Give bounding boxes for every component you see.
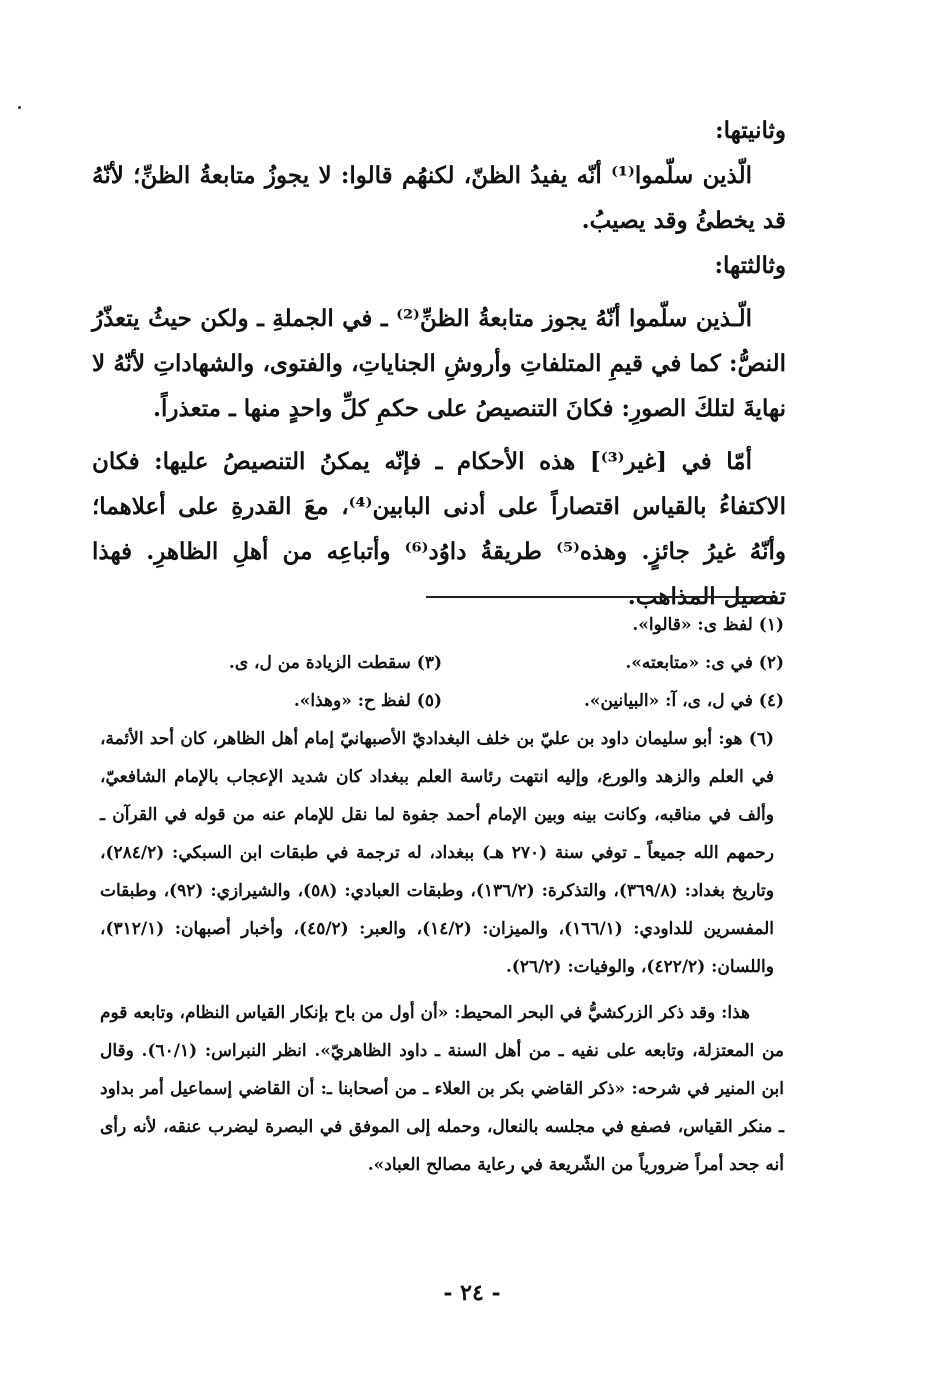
paragraph-third-view: الّـذين سلّموا أنّهُ يجوز متابعةُ الظنِّ⁽²⁾ ـ في الجملةِ ـ ولكن حيثُ يتعذّرُ النصُّ: كما في قيمِ المتلفاتِ وأروشِ الجناياتِ، والفتوى، والشهاداتِ لأنّهُ لا نهايةَ لتلكَ الصورِ: فكانَ التنصيصُ على حكمِ كلِّ واحدٍ منها ـ متعذراً. — [92, 305, 786, 422]
footnote-row-4-5 — [100, 682, 784, 720]
footnote-supplement: هذا: وقد ذكر الزركشيُّ في البحر المحيط: «أن أول من باح بإنكار القياس النظام، وتابعه قوم من المعتزلة، وتابعه على نفيه ـ من أهل السنة ـ داود الظاهريّ». انظر النبراس: (٦٠/١). وقال ابن المنير في شرحه: «ذكر القاضي بكر بن العلاء ـ من أصحابنا ـ: أن القاضي إسماعيل أمر بداود ـ منكر القياس، فصفع في مجلسه بالنعال، وحمله إلى الموفق في البصرة ليضرب عنقه، لأنه رأى أنه جحد أمراً ضرورياً من الشّريعة في رعاية مصالح العباد». — [100, 1003, 785, 1175]
footnotes — [100, 606, 784, 1184]
footnote-separator — [426, 596, 774, 598]
paragraph-second-view: الّذين سلّموا⁽¹⁾ أنّه يفيدُ الظنّ، لكنهُم قالوا: لا يجوزُ متابعةُ الظنِّ؛ لأنّهُ قد يخطئُ وقد يصيبُ. — [92, 162, 786, 234]
page-number: - ٢٤ - — [443, 1280, 501, 1306]
footnote-4: (٤) في ل، ى، آ: «البيانين». — [583, 691, 784, 711]
scan-speck — [18, 106, 21, 109]
heading-second-view: وثانيتها: — [715, 117, 786, 144]
footnote-6: (٦) هو: أبو سليمان داود بن عليّ بن خلف البغداديّ الأصبهانيّ إمام أهل الظاهر، كان أحد الأئمة، في العلم والزهد والورع، وإليه انتهت رئاسة العلم ببغداد كان شديد الإعجاب بالإمام الشافعيّ، وألف في مناقبه، وكانت بينه وبين الإمام أحمد جفوة لما نقل للإمام عنه من قوله في القرآن ـ رحمهم الله جميعاً ـ توفي سنة (٢٧٠ هـ) ببغداد، له ترجمة في طبقات ابن السبكي: (٢٨٤/٢)، وتاريخ بغداد: (٣٦٩/٨)، والتذكرة: (١٣٦/٢)، وطبقات العبادي: (٥٨)، والشيرازي: (٩٢)، وطبقات المفسرين للداودي: (١٦٦/١)، والميزان: (١٤/٢)، والعبر: (٤٥/٢)، وأخبار أصبهان: (٣١٢/١)، واللسان: (٤٢٢/٢)، والوفيات: (٢٦/٢). — [100, 729, 774, 977]
footnote-1: (١) لفظ ى: «قالوا». — [632, 615, 784, 635]
footnote-row-2-3 — [100, 644, 784, 682]
footnote-3: (٣) سقطت الزيادة من ل، ى. — [228, 653, 442, 673]
main-text — [92, 108, 786, 619]
heading-third-view: وثالثتها: — [714, 252, 786, 279]
footnote-2: (٢) في ى: «متابعته». — [625, 653, 784, 673]
paragraph-other-rulings: أمّا في [غير⁽³⁾] هذه الأحكام ـ فإنّه يمكنُ التنصيصُ عليها: فكان الاكتفاءُ بالقياس اقتصاراً على أدنى البابين⁽⁴⁾، معَ القدرةِ على أعلاهما؛ وأنّهُ غيرُ جائزٍ. وهذه⁽⁵⁾ طريقةُ داوُد⁽⁶⁾ وأتباعِه من أهلِ الظاهرِ. فهذا تفصيل المذاهب. — [92, 448, 787, 610]
footnote-5: (٥) لفظ ح: «وهذا». — [293, 691, 442, 711]
